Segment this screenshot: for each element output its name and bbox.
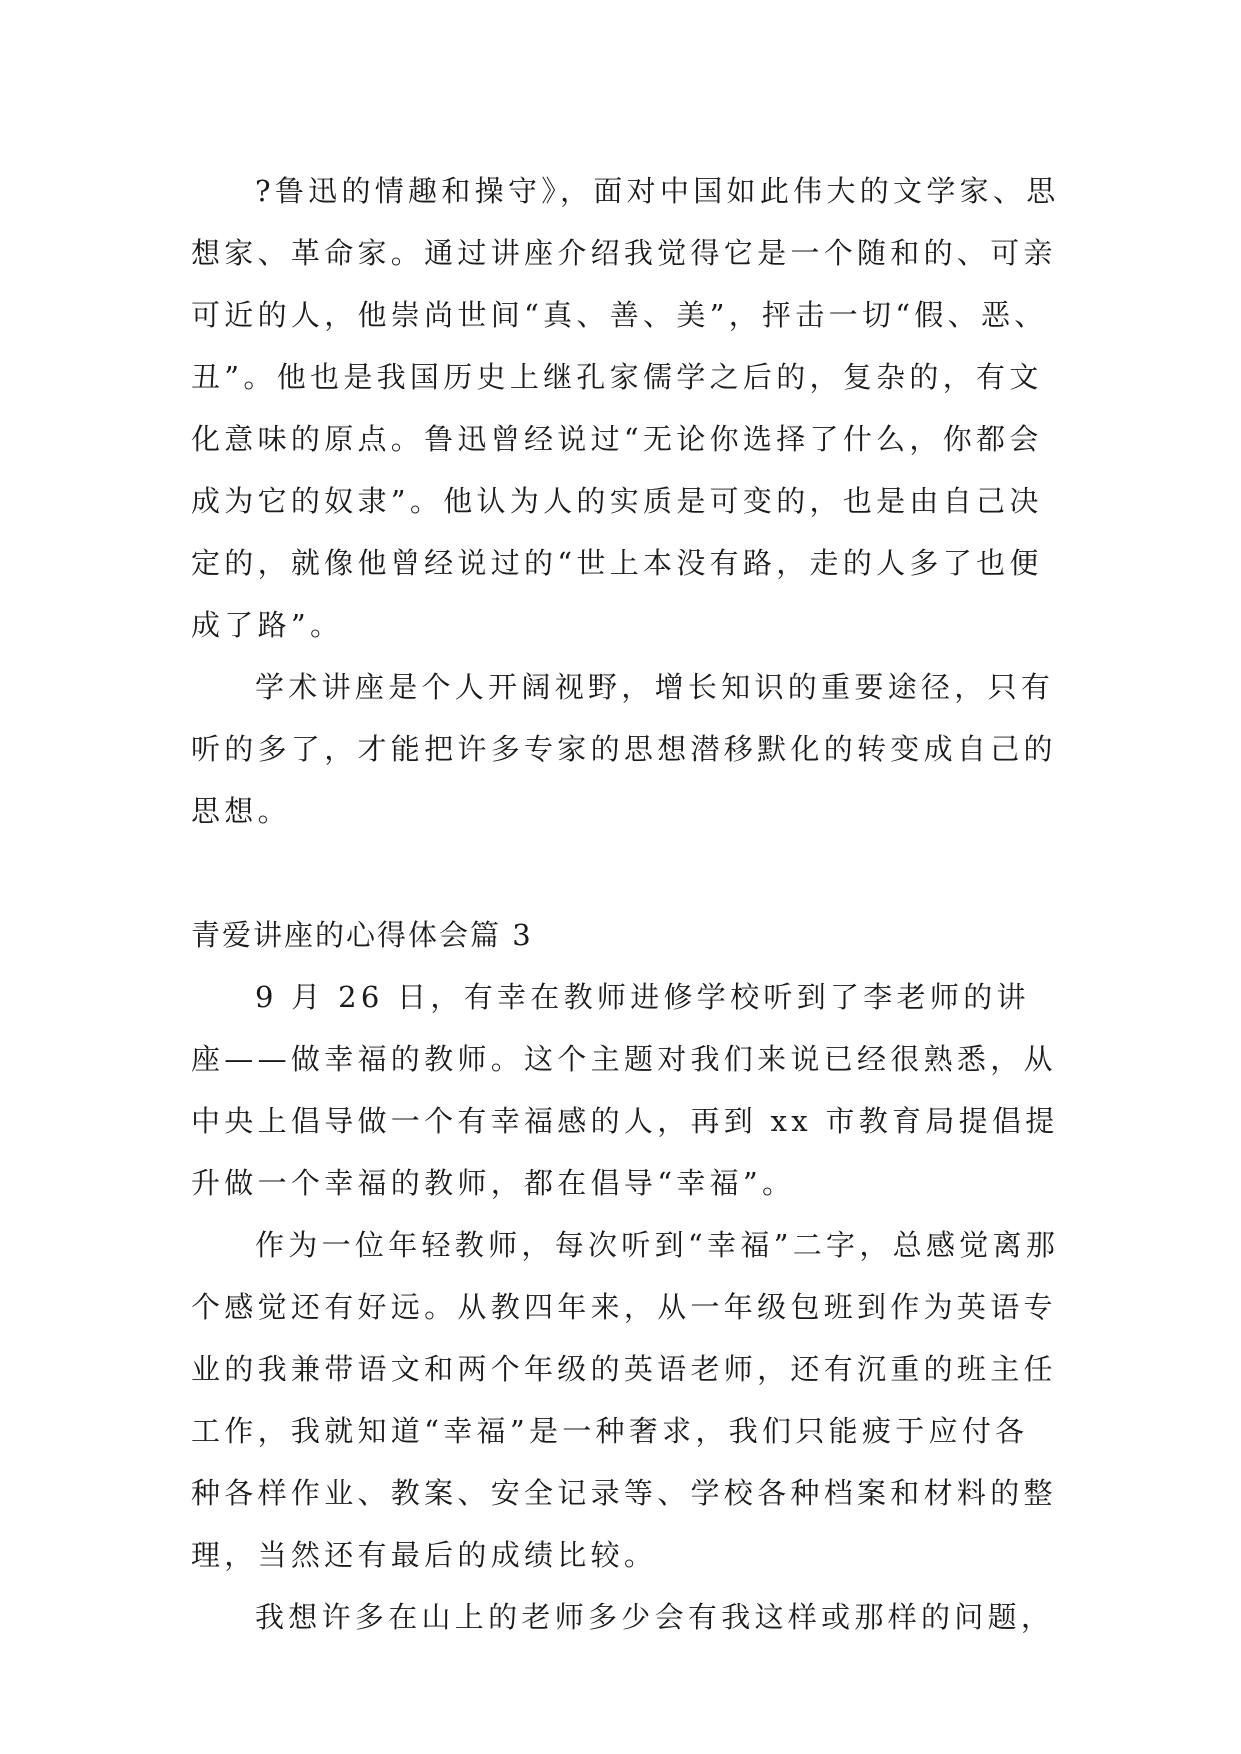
paragraph-sept-26: 9 月 26 日，有幸在教师进修学校听到了李老师的讲座——做幸福的教师。这个主题对我们来说已经很熟悉，从中央上倡导做一个有幸福感的人，再到 xx 市教育局提倡提升做一个幸福的教师，都在倡导“幸福”。 [191, 980, 1059, 1200]
document-page [191, 160, 1060, 1648]
paragraph-mountain-teachers: 我想许多在山上的老师多少会有我这样或那样的问题， [255, 1600, 1055, 1634]
paragraph-lu-xun: ?鲁迅的情趣和操守》，面对中国如此伟大的文学家、思想家、革命家。通过讲座介绍我觉得它是一个随和的、可亲可近的人，他崇尚世间“真、善、美”，抨击一切“假、恶、丑”。他也是我国历史上继孔家儒学之后的，复杂的，有文化意味的原点。鲁迅曾经说过“无论你选择了什么，你都会成为它的奴隶”。他认为人的实质是可变的，也是由自己决定的，就像他曾经说过的“世上本没有路，走的人多了也便成了路”。 [191, 174, 1060, 642]
paragraph-lecture-value: 学术讲座是个人开阔视野，增长知识的重要途径，只有听的多了，才能把许多专家的思想潜移默化的转变成自己的思想。 [191, 670, 1057, 828]
paragraph-young-teacher: 作为一位年轻教师，每次听到“幸福”二字，总感觉离那个感觉还有好远。从教四年来，从一年级包班到作为英语专业的我兼带语文和两个年级的英语老师，还有沉重的班主任工作，我就知道“幸福”是一种奢求，我们只能疲于应付各种各样作业、教案、安全记录等、学校各种档案和材料的整理，当然还有最后的成绩比较。 [191, 1228, 1060, 1572]
section-heading: 青爱讲座的心得体会篇 3 [191, 918, 533, 952]
